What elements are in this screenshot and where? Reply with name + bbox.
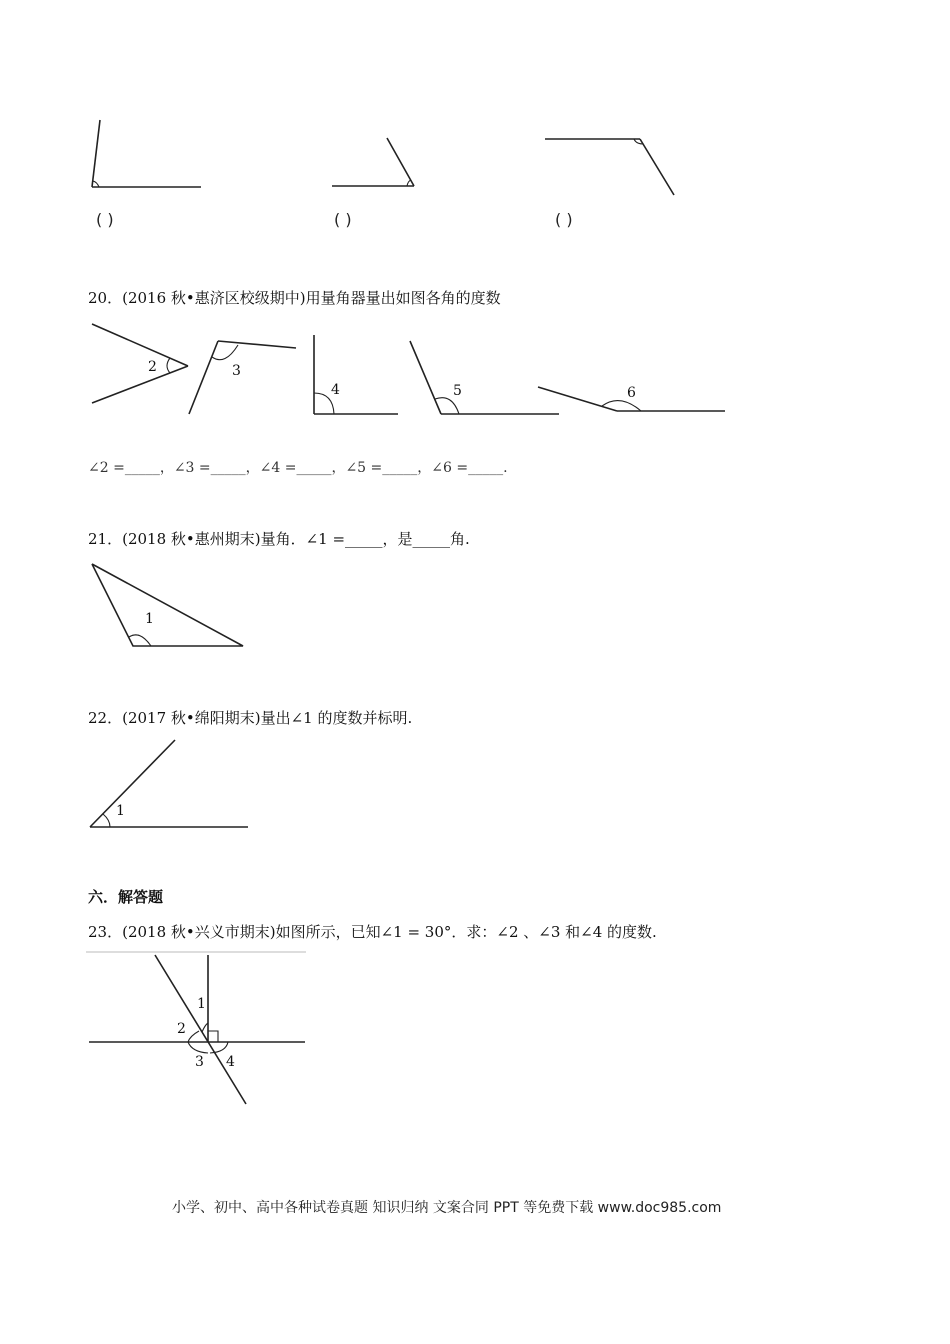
q23-right-angle-mark xyxy=(208,1031,218,1042)
q23-prompt: 23．(2018 秋•兴义市期末)如图所示，已知∠1 = 30°．求：∠2 、∠3 和∠4 的度数. xyxy=(88,923,657,941)
section-6-title: 六．解答题 xyxy=(88,888,164,906)
q20-angle4-label: 4 xyxy=(331,382,340,398)
q23-angle1-arc xyxy=(202,1023,208,1032)
q22-angle1-label: 1 xyxy=(116,803,125,819)
q23-slanted-line xyxy=(155,955,246,1104)
q21-angle1-label: 1 xyxy=(145,611,154,627)
q19-answer-paren-2[interactable]: ( ) xyxy=(334,210,352,229)
q23-angle2-arc xyxy=(188,1031,199,1042)
q23-angle3-label: 3 xyxy=(195,1054,204,1070)
q20-angle2-label: 2 xyxy=(148,359,157,375)
q20-angle5-label: 5 xyxy=(453,383,462,399)
q20-angle3-label: 3 xyxy=(232,363,241,379)
q19-answer-paren-3[interactable]: ( ) xyxy=(555,210,573,229)
q23-angle3-arc xyxy=(188,1042,208,1053)
q20-prompt: 20．(2016 秋•惠济区校级期中)用量角器量出如图各角的度数 xyxy=(88,289,501,307)
q23-angle4-arc xyxy=(210,1042,228,1053)
q23-angle2-label: 2 xyxy=(177,1021,186,1037)
q19-answer-paren-1[interactable]: ( ) xyxy=(96,210,114,229)
q20-answer-line[interactable]: ∠2 =_____，∠3 =_____，∠4 =_____，∠5 =_____，∠6 =_____. xyxy=(88,460,508,476)
q23-angle1-label: 1 xyxy=(197,996,206,1012)
page-footer: 小学、初中、高中各种试卷真题 知识归纳 文案合同 PPT 等免费下载 www.doc985.com xyxy=(172,1200,722,1216)
q22-prompt: 22．(2017 秋•绵阳期末)量出∠1 的度数并标明. xyxy=(88,709,413,727)
q23-angle4-label: 4 xyxy=(226,1054,235,1070)
q20-angle6-label: 6 xyxy=(627,385,636,401)
q21-prompt: 21．(2018 秋•惠州期末)量角．∠1 =_____，是_____角. xyxy=(88,530,470,548)
